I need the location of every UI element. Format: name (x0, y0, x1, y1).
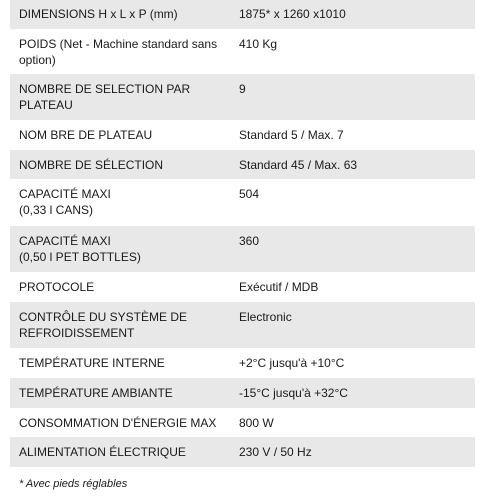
spec-value: 1875* x 1260 x1010 (239, 0, 475, 29)
spec-value: 800 W (239, 408, 475, 437)
spec-row-power-consumption (10, 408, 475, 437)
spec-value: 410 Kg (239, 29, 475, 74)
spec-label: TEMPÉRATURE AMBIANTE (10, 378, 239, 408)
spec-row-tray-count (10, 120, 475, 150)
spec-value: Standard 45 / Max. 63 (239, 150, 475, 179)
spec-row-weight (10, 29, 475, 74)
spec-label: POIDS (Net - Machine standard sans option) (10, 29, 239, 74)
spec-row-internal-temp (10, 348, 475, 378)
spec-label: CONSOMMATION D'ÉNERGIE MAX (10, 408, 239, 437)
spec-row-protocol (10, 272, 475, 302)
spec-label: CAPACITÉ MAXI (0,33 l CANS) (10, 179, 239, 226)
spec-label: PROTOCOLE (10, 272, 239, 302)
spec-label: DIMENSIONS H x L x P (mm) (10, 0, 239, 29)
spec-value: Electronic (239, 302, 475, 348)
spec-value: Exécutif / MDB (239, 272, 475, 302)
spec-label: CAPACITÉ MAXI (0,50 l PET BOTTLES) (10, 226, 239, 272)
spec-value: +2°C jusqu'à +10°C (239, 348, 475, 378)
footnote: * Avec pieds réglables (19, 478, 128, 490)
spec-label: TEMPÉRATURE INTERNE (10, 348, 239, 378)
spec-table (10, 0, 475, 467)
spec-label: ALIMENTATION ÉLECTRIQUE (10, 437, 239, 467)
spec-row-selections-per-tray (10, 74, 475, 120)
spec-label: NOM BRE DE PLATEAU (10, 120, 239, 150)
spec-row-cooling-control (10, 302, 475, 348)
spec-row-capacity-cans (10, 179, 475, 226)
spec-label: NOMBRE DE SÉLECTION (10, 150, 239, 179)
spec-value: 360 (239, 226, 475, 272)
spec-value: 9 (239, 74, 475, 120)
spec-row-capacity-pet (10, 226, 475, 272)
spec-value: Standard 5 / Max. 7 (239, 120, 475, 150)
spec-row-ambient-temp (10, 378, 475, 408)
spec-row-dimensions (10, 0, 475, 29)
spec-label: NOMBRE DE SELECTION PAR PLATEAU (10, 74, 239, 120)
spec-value: 504 (239, 179, 475, 226)
spec-row-power-supply (10, 437, 475, 467)
spec-row-selection-count (10, 150, 475, 179)
spec-label: CONTRÔLE DU SYSTÈME DE REFROIDISSEMENT (10, 302, 239, 348)
spec-value: -15°C jusqu'à +32°C (239, 378, 475, 408)
spec-value: 230 V / 50 Hz (239, 437, 475, 467)
